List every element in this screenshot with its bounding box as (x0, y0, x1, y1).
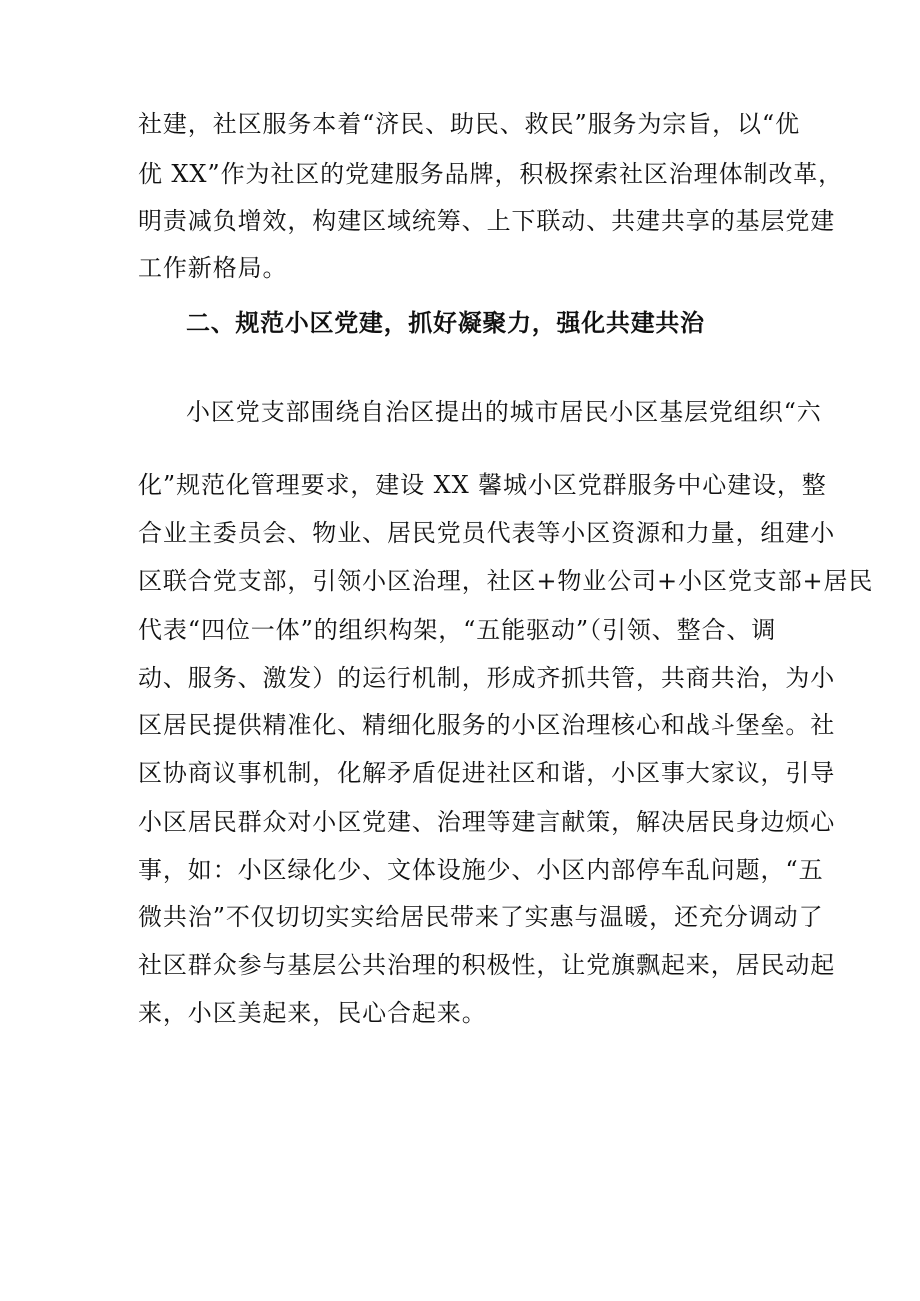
section-heading: 二、规范小区党建，抓好凝聚力，强化共建共治 (186, 309, 705, 337)
paragraph-2-line-12: 社区群众参与基层公共治理的积极性，让党旗飘起来，居民动起 (138, 951, 836, 979)
paragraph-1-line-3: 明责减负增效，构建区域统筹、上下联动、共建共享的基层党建 (138, 207, 836, 235)
paragraph-2-line-9: 小区居民群众对小区党建、治理等建言献策，解决居民身边烦心 (138, 808, 836, 836)
paragraph-2-line-6: 动、服务、激发）的运行机制，形成齐抓共管，共商共治，为小 (138, 664, 836, 692)
paragraph-1-line-4: 工作新格局。 (138, 254, 288, 282)
paragraph-2-line-8: 区协商议事机制，化解矛盾促进社区和谐，小区事大家议，引导 (138, 759, 836, 787)
paragraph-2-line-11: 微共治”不仅切切实实给居民带来了实惠与温暖，还充分调动了 (138, 903, 824, 931)
paragraph-1-line-1: 社建，社区服务本着“济民、助民、救民”服务为宗旨，以“优 (138, 110, 801, 138)
paragraph-2-line-1: 小区党支部围绕自治区提出的城市居民小区基层党组织“六 (186, 398, 822, 426)
paragraph-2-line-3: 合业主委员会、物业、居民党员代表等小区资源和力量，组建小 (138, 519, 836, 547)
paragraph-2-line-7: 区居民提供精准化、精细化服务的小区治理核心和战斗堡垒。社 (138, 711, 836, 739)
paragraph-1-line-2: 优 XX”作为社区的党建服务品牌，积极探索社区治理体制改革， (138, 160, 844, 188)
paragraph-2-line-4: 区联合党支部，引领小区治理，社区+物业公司+小区党支部+居民 (138, 567, 874, 595)
paragraph-2-line-13: 来，小区美起来，民心合起来。 (138, 999, 487, 1027)
paragraph-2-line-2: 化”规范化管理要求，建设 XX 馨城小区党群服务中心建设，整 (138, 471, 827, 499)
paragraph-2-line-5: 代表“四位一体”的组织构架，“五能驱动”（引领、整合、调 (138, 616, 777, 644)
paragraph-2-line-10: 事，如：小区绿化少、文体设施少、小区内部停车乱问题，“五 (138, 856, 824, 884)
